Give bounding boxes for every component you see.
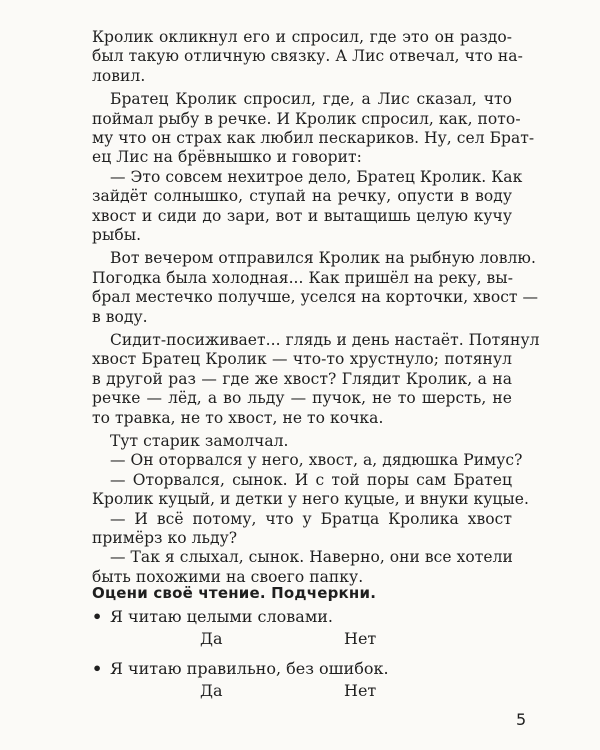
- answer-yes[interactable]: Да: [200, 629, 223, 648]
- assessment-heading: Оцени своё чтение. Подчеркни.: [92, 584, 377, 602]
- text-line: Кролик окликнул его и спросил, где это он раздо-: [92, 28, 512, 46]
- bullet-icon: •: [92, 659, 103, 678]
- text-line: зайдёт солнышко, ступай на речку, опусти в воду: [92, 187, 512, 206]
- paragraph-first-line: Тут старик замолчал.: [110, 432, 289, 450]
- paragraph-first-line: Вот вечером отправился Кролик на рыбную ловлю.: [110, 249, 536, 268]
- paragraph-first-line: Сидит-посиживает... глядь и день настаёт. Потянул: [110, 331, 540, 349]
- text-line: му что он страх как любил пескариков. Ну, сел Брат-: [92, 129, 535, 147]
- paragraph-first-line: Братец Кролик спросил, где, а Лис сказал, что: [110, 90, 512, 109]
- text-line: то травка, не то хвост, не то кочка.: [92, 408, 384, 427]
- text-line: ловил.: [92, 66, 146, 85]
- text-line: Погодка была холодная... Как пришёл на реку, вы-: [92, 268, 513, 287]
- text-line: ец Лис на брёвнышко и говорит:: [92, 148, 362, 167]
- text-line: в другой раз — где же хвост? Глядит Кролик, а на: [92, 369, 512, 388]
- text-line: Кролик куцый, и детки у него куцые, и внуки куцые.: [92, 490, 529, 509]
- assessment-item-text: Я читаю целыми словами.: [110, 607, 334, 626]
- text-line: в воду.: [92, 307, 148, 326]
- answer-no[interactable]: Нет: [344, 681, 377, 700]
- paragraph-first-line: — И всё потому, что у Братца Кролика хвост: [110, 509, 512, 528]
- paragraph-first-line: — Оторвался, сынок. И с той поры сам Братец: [110, 470, 512, 489]
- assessment-item-2: [92, 658, 389, 680]
- paragraph-first-line: — Так я слыхал, сынок. Наверно, они все хотели: [110, 548, 513, 567]
- assessment-item-text: Я читаю правильно, без ошибок.: [110, 659, 389, 678]
- answer-yes[interactable]: Да: [200, 681, 223, 700]
- text-line: речке — лёд, а во льду — пучок, не то шерсть, не: [92, 389, 512, 408]
- paragraph-first-line: — Это совсем нехитрое дело, Братец Кролик. Как: [110, 167, 523, 186]
- assessment-item-1: [92, 606, 333, 628]
- text-line: был такую отличную связку. А Лис отвечал, что на-: [92, 47, 523, 66]
- page-number: 5: [516, 710, 527, 729]
- text-line: быть похожими на своего папку.: [92, 567, 364, 586]
- text-line: поймал рыбу в речке. И Кролик спросил, как, пото-: [92, 109, 521, 128]
- text-line: брал местечко получше, уселся на корточки, хвост —: [92, 288, 539, 307]
- paragraph-first-line: — Он оторвался у него, хвост, а, дядюшка Римус?: [110, 451, 523, 470]
- answer-no[interactable]: Нет: [344, 629, 377, 648]
- text-line: хвост Братец Кролик — что-то хрустнуло; потянул: [92, 350, 512, 369]
- text-line: рыбы.: [92, 226, 142, 244]
- text-line: примёрз ко льду?: [92, 529, 238, 547]
- text-line: хвост и сиди до зари, вот и вытащишь целую кучу: [92, 206, 512, 225]
- bullet-icon: •: [92, 607, 103, 626]
